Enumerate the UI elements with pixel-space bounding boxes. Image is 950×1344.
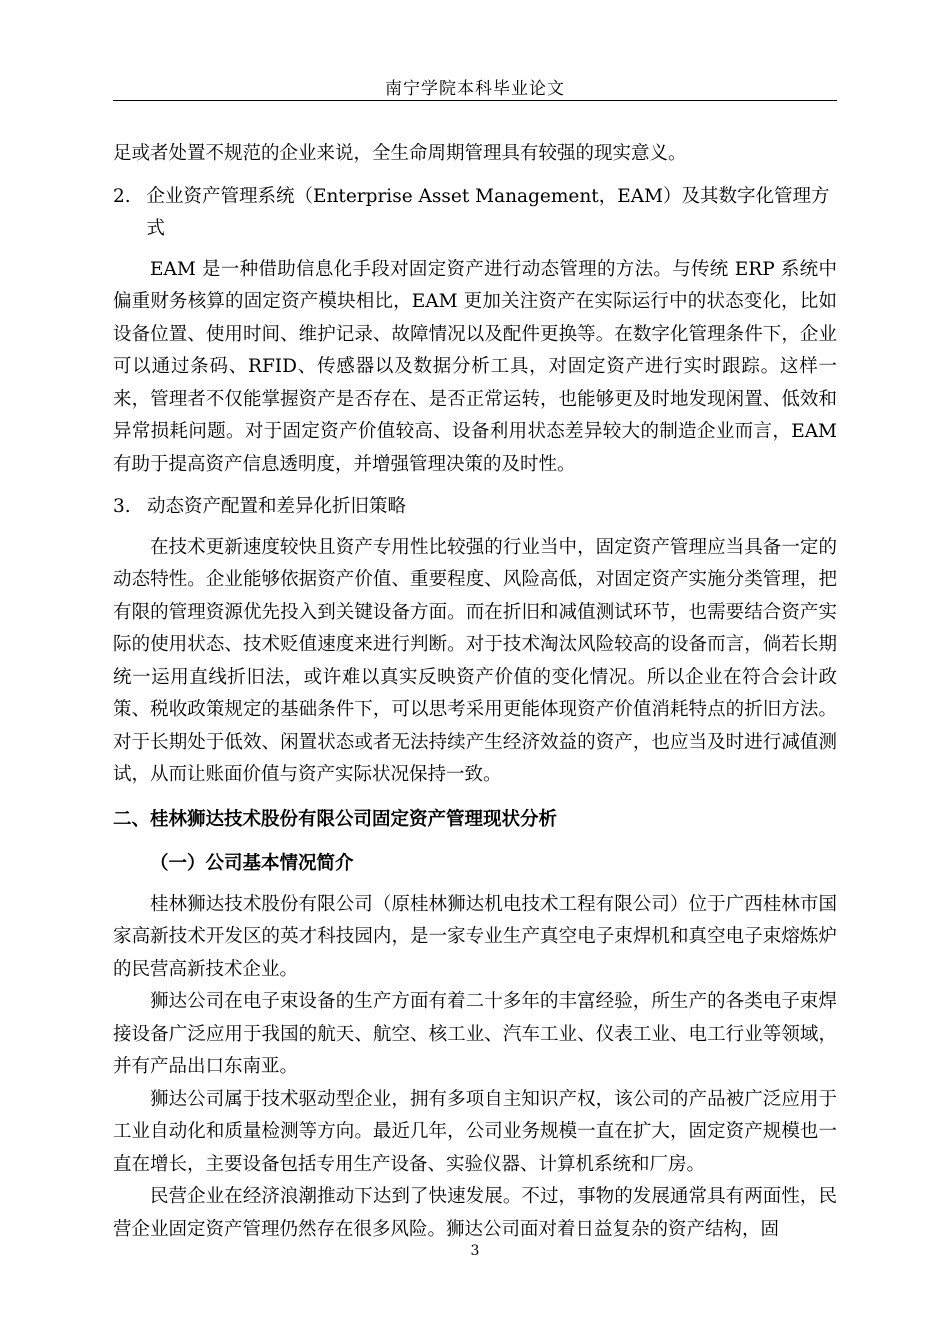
subsection-heading: （一）公司基本情况简介 [150, 853, 354, 874]
header-divider [113, 100, 837, 101]
page-header-title: 南宁学院本科毕业论文 [385, 79, 565, 99]
paragraph-continued: 足或者处置不规范的企业来说，全生命周期管理具有较强的现实意义。 [113, 143, 687, 164]
paragraph-depreciation: 在技术更新速度较快且资产专用性比较强的行业当中，固定资产管理应当具备一定的动态特性。企业能够依据资产价值、重要程度、风险高低，对固定资产实施分类管理，把有限的管理资源优先投入到关键设备方面。而在折旧和减值测试环节，也需要结合资产实际的使用状态、技术贬值速度来进行判断。对于技术淘汰风险较高的设备而言，倘若长期统一运用直线折旧法，或许难以真实反映资产价值的变化情况。所以企业在符合会计政策、税收政策规定的基础条件下，可以思考采用更能体现资产价值消耗特点的折旧方法。对于长期处于低效、闲置状态或者无法持续产生经济效益的资产，也应当及时进行减值测试，从而让账面价值与资产实际状况保持一致。 [113, 536, 837, 785]
paragraph-experience: 狮达公司在电子束设备的生产方面有着二十多年的丰富经验，所生产的各类电子束焊接设备广泛应用于我国的航天、航空、核工业、汽车工业、仪表工业、电工行业等领域，并有产品出口东南亚。 [113, 991, 837, 1077]
paragraph-company-intro: 桂林狮达技术股份有限公司（原桂林狮达机电技术工程有限公司）位于广西桂林市国家高新技术开发区的英才科技园内，是一家专业生产真空电子束焊机和真空电子束熔炼炉的民营高新技术企业。 [113, 893, 837, 980]
body-content [113, 138, 837, 1246]
page-number: 3 [470, 1243, 480, 1259]
chapter-heading: 二、桂林狮达技术股份有限公司固定资产管理现状分析 [113, 808, 558, 830]
paragraph-tech-driven: 狮达公司属于技术驱动型企业，拥有多项自主知识产权，该公司的产品被广泛应用于工业自动化和质量检测等方向。最近几年，公司业务规模一直在扩大，固定资产规模也一直在增长，主要设备包括专用生产设备、实验仪器、计算机系统和厂房。 [113, 1088, 837, 1175]
section-title: 企业资产管理系统（Enterprise Asset Management，EAM）及其数字化管理方式 [146, 185, 830, 239]
section-number: 3. [113, 496, 131, 517]
section-heading-2 [113, 181, 837, 246]
paragraph-private-enterprise: 民营企业在经济浪潮推动下达到了快速发展。不过，事物的发展通常具有两面性，民营企业固定资产管理仍然存在很多风险。狮达公司面对着日益复杂的资产结构，固 [113, 1186, 837, 1240]
section-number: 2. [113, 185, 131, 207]
section-heading-3 [113, 491, 837, 524]
section-title: 动态资产配置和差异化折旧策略 [147, 496, 407, 517]
paragraph-eam: EAM 是一种借助信息化手段对固定资产进行动态管理的方法。与传统 ERP 系统中偏重财务核算的固定资产模块相比，EAM 更加关注资产在实际运行中的状态变化，比如设备位置、使用时间、维护记录、故障情况以及配件更换等。在数字化管理条件下，企业可以通过条码、RFID、传感器以及数据分析工具，对固定资产进行实时跟踪。这样一来，管理者不仅能掌握资产是否存在、是否正常运转，也能够更及时地发现闲置、低效和异常损耗问题。对于固定资产价值较高、设备利用状态差异较大的制造企业而言，EAM 有助于提高资产信息透明度，并增强管理决策的及时性。 [113, 258, 837, 475]
